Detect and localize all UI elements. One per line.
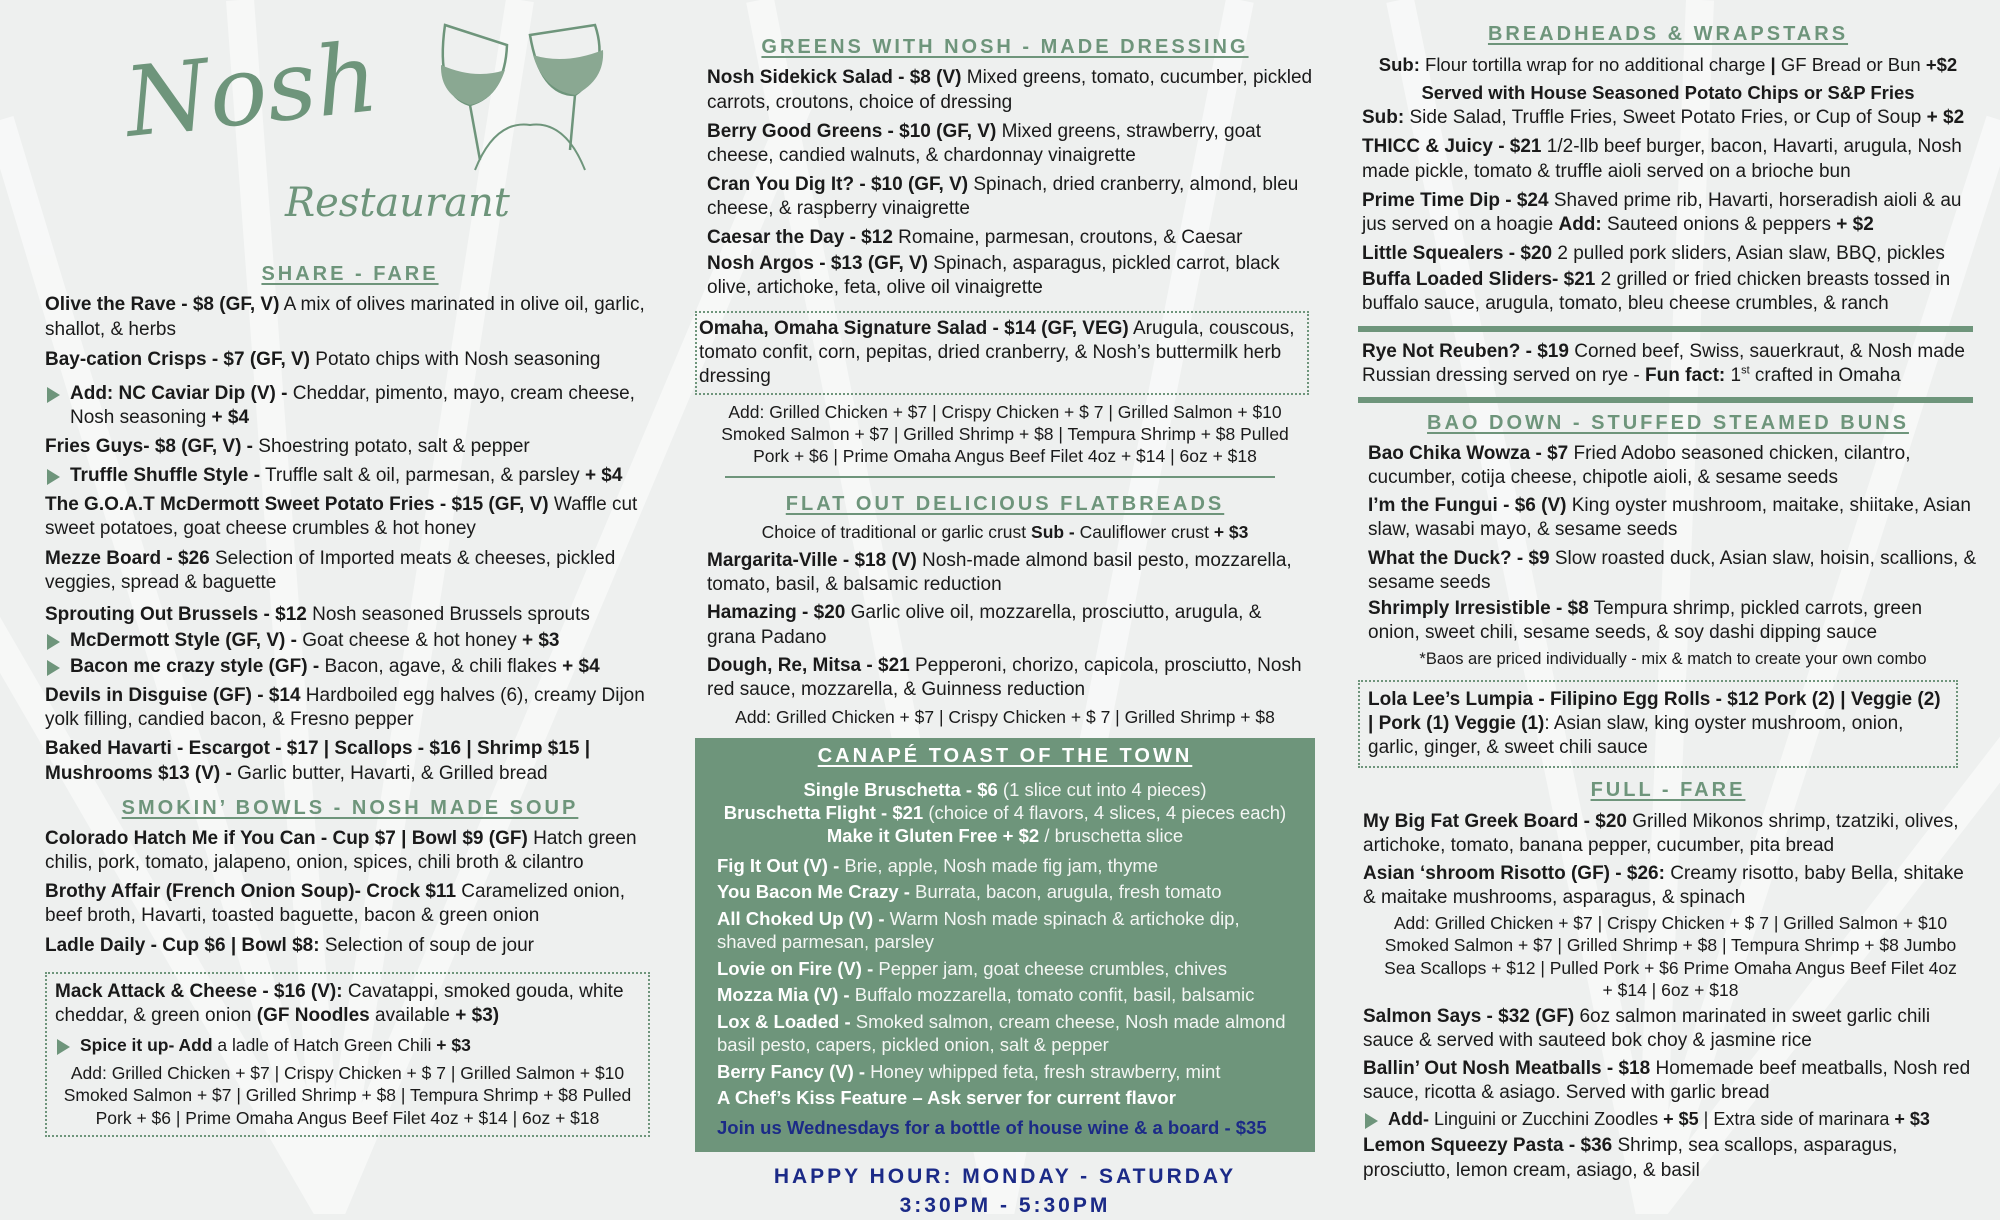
menu-item: My Big Fat Greek Board - $20 Grilled Mikonos shrimp, tzatziki, olives, artichoke, tomato, banana pepper, cucumber, pita bread <box>1363 810 1959 856</box>
menu-item: Hamazing - $20 Garlic olive oil, mozzarella, prosciutto, arugula, & grana Padano <box>707 602 1262 648</box>
menu-item: I’m the Fungui - $6 (V) King oyster mushroom, maitake, shiitake, Asian slaw, wasabi mayo, & sesame seeds <box>1368 495 1971 541</box>
menu-item: Bay-cation Crisps - $7 (GF, V) Potato chips with Nosh seasoning <box>45 348 601 370</box>
menu-item: Asian ‘shroom Risotto (GF) - $26: Creamy risotto, baby Bella, shitake & maitake mushrooms, asparagus, & spinach <box>1363 862 1964 909</box>
logo-name: Nosh <box>119 21 383 159</box>
menu-item: Margarita-Ville - $18 (V) Nosh-made almond basil pesto, mozzarella, tomato, basil, & balsamic reduction <box>707 550 1292 596</box>
addon-item: Spice it up- Add a ladle of Hatch Green Chili + $3 <box>55 1034 640 1056</box>
addon-item: Truffle Shuffle Style - Truffle salt & oil, parmesan, & parsley + $4 <box>45 464 655 488</box>
addon-list: Add: Grilled Chicken + $7 | Crispy Chicken + $ 7 | Grilled Shrimp + $8 <box>735 706 1275 727</box>
menu-item: THICC & Juicy - $21 1/2-llb beef burger, bacon, Havarti, arugula, Nosh made pickle, tomato & truffle aioli served on a brioche bun <box>1362 136 1962 182</box>
soup-title: SMOKIN’ BOWLS - NOSH MADE SOUP <box>121 796 579 819</box>
menu-item: Salmon Says - $32 (GF) 6oz salmon marinated in sweet garlic chili sauce & served with sauteed bok choy & jasmine rice <box>1363 1006 1931 1052</box>
menu-item: Little Squealers - $20 2 pulled pork sliders, Asian slaw, BBQ, pickles <box>1362 242 1945 264</box>
bao-note: *Baos are priced individually - mix & match to create your own combo <box>1419 650 1927 668</box>
wine-glasses-icon <box>425 10 640 185</box>
menu-item: Omaha, Omaha Signature Salad - $14 (GF, VEG) Arugula, couscous, tomato confit, corn, pepitas, dried cranberry, & Nosh’s buttermilk herb dressing <box>699 317 1295 387</box>
canape-line: Single Bruschetta - $6 (1 slice cut into 4 pieces) <box>803 778 1207 800</box>
menu-item: Mozza Mia (V) - Buffalo mozzarella, tomato confit, basil, balsamic <box>717 984 1255 1006</box>
menu-item: Rye Not Reuben? - $19 Corned beef, Swiss, sauerkraut, & Nosh made Russian dressing served on rye - Fun fact: 1st crafted in Omaha <box>1362 341 1965 387</box>
menu-item: Cran You Dig It? - $10 (GF, V) Spinach, dried cranberry, almond, bleu cheese, & raspberry vinaigrette <box>707 173 1299 220</box>
menu-item: Berry Fancy (V) - Honey whipped feta, fresh strawberry, mint <box>717 1060 1221 1082</box>
triangle-bullet-icon <box>57 1039 70 1055</box>
triangle-bullet-icon <box>47 634 60 650</box>
flatbread-intro: Choice of traditional or garlic crust Sub - Cauliflower crust + $3 <box>761 521 1249 542</box>
canape-panel <box>695 738 1315 1152</box>
left-column <box>45 0 655 1137</box>
addon-item: Add- Linguini or Zucchini Zoodles + $5 | Extra side of marinara + $3 <box>1363 1108 1978 1131</box>
full-fare-title: FULL - FARE <box>1590 779 1746 802</box>
triangle-bullet-icon <box>47 469 60 485</box>
menu-item: Olive the Rave - $8 (GF, V) A mix of olives marinated in olive oil, garlic, shallot, & herbs <box>45 294 645 340</box>
chef-feature: A Chef’s Kiss Feature – Ask server for current flavor <box>717 1087 1176 1109</box>
signature-salad-box <box>695 311 1309 395</box>
share-title: SHARE - FARE <box>261 263 439 285</box>
menu-item: Prime Time Dip - $24 Shaved prime rib, Havarti, horseradish aioli & au jus served on a hoagie Add: Sauteed onions & peppers + $2 <box>1362 189 1962 235</box>
menu-item: Ballin’ Out Nosh Meatballs - $18 Homemade beef meatballs, Nosh red sauce, ricotta & asiago. Served with garlic bread <box>1363 1058 1971 1104</box>
bao-title: BAO DOWN - STUFFED STEAMED BUNS <box>1427 411 1909 434</box>
canape-line: Bruschetta Flight - $21 (choice of 4 flavors, 4 slices, 4 pieces each) <box>723 802 1287 823</box>
divider <box>1358 326 1973 332</box>
menu-item: Ladle Daily - Cup $6 | Bowl $8: Selection of soup de jour <box>45 934 534 956</box>
addon-item: McDermott Style (GF, V) - Goat cheese & hot honey + $3 <box>45 629 655 653</box>
menu-item: Fries Guys- $8 (GF, V) - Shoestring potato, salt & pepper <box>45 436 530 458</box>
menu-item: What the Duck? - $9 Slow roasted duck, Asian slaw, hoisin, scallions, & sesame seeds <box>1368 547 1977 593</box>
menu-item: Shrimply Irresistible - $8 Tempura shrimp, pickled carrots, green onion, sweet chili, sesame seeds, & soy dashi dipping sauce <box>1368 597 1923 643</box>
happy-hour-days: HAPPY HOUR: MONDAY - SATURDAY <box>773 1165 1237 1189</box>
canape-title: CANAPÉ TOAST OF THE TOWN <box>817 745 1193 768</box>
menu-item: Fig It Out (V) - Brie, apple, Nosh made fig jam, thyme <box>717 854 1159 876</box>
happy-hour-time: 3:30PM - 5:30PM <box>899 1193 1111 1217</box>
middle-column <box>695 0 1315 1220</box>
logo <box>45 0 655 262</box>
menu-item: Nosh Sidekick Salad - $8 (V) Mixed greens, tomato, cucumber, pickled carrots, croutons, choice of dressing <box>707 67 1313 113</box>
sub-note: Sub: Side Salad, Truffle Fries, Sweet Potato Fries, or Cup of Soup + $2 <box>1362 107 1965 129</box>
triangle-bullet-icon <box>1365 1113 1378 1129</box>
menu-item: Baked Havarti - Escargot - $17 | Scallops - $16 | Shrimp $15 | Mushrooms $13 (V) - Garlic butter, Havarti, & Grilled bread <box>45 738 591 784</box>
lumpia-box <box>1358 680 1958 768</box>
addon-item: Add: NC Caviar Dip (V) - Cheddar, pimento, mayo, cream cheese, Nosh seasoning + $4 <box>45 382 655 430</box>
canape-line: Make it Gluten Free + $2 / bruschetta slice <box>826 825 1184 847</box>
logo-subtitle: Restaurant <box>285 180 510 226</box>
menu-item: Bao Chika Wowza - $7 Fried Adobo seasoned chicken, cilantro, cucumber, cotija cheese, chipotle aioli, & sesame seeds <box>1368 443 1911 489</box>
sub-note: Sub: Flour tortilla wrap for no additional charge | GF Bread or Bun +$2 <box>1378 54 1958 76</box>
menu-item: Berry Good Greens - $10 (GF, V) Mixed greens, strawberry, goat cheese, candied walnuts, & chardonnay vinaigrette <box>707 120 1262 166</box>
triangle-bullet-icon <box>47 660 60 676</box>
addon-list: Add: Grilled Chicken + $7 | Crispy Chicken + $ 7 | Grilled Salmon + $10 Smoked Salmon + $7 | Grilled Shrimp + $8 | Tempura Shrimp + $8 Pulled Pork + $6 | Prime Omaha Angus Beef Filet 4oz + $14 | 6oz + $18 <box>721 401 1289 467</box>
menu-item: Brothy Affair (French Onion Soup)- Crock $11 Caramelized onion, beef broth, Havarti, toasted baguette, bacon & green onion <box>45 881 625 927</box>
breadheads-title: BREADHEADS & WRAPSTARS <box>1487 23 1849 45</box>
addon-list: Add: Grilled Chicken + $7 | Crispy Chicken + $ 7 | Grilled Salmon + $10 Smoked Salmon + $7 | Grilled Shrimp + $8 | Tempura Shrimp + $8 Pulled Pork + $6 | Prime Omaha Angus Beef Filet 4oz + $14 | 6oz + $18 <box>63 1063 632 1128</box>
menu-item: Nosh Argos - $13 (GF, V) Spinach, asparagus, pickled carrot, black olive, artichoke, feta, olive oil vinaigrette <box>707 253 1280 299</box>
flatbreads-title: FLAT OUT DELICIOUS FLATBREADS <box>785 492 1225 515</box>
menu-item: The G.O.A.T McDermott Sweet Potato Fries - $15 (GF, V) Waffle cut sweet potatoes, goat cheese crumbles & hot honey <box>45 494 638 540</box>
menu-item: Devils in Disguise (GF) - $14 Hardboiled egg halves (6), creamy Dijon yolk filling, candied bacon, & Fresno pepper <box>45 685 645 731</box>
right-column <box>1358 0 1978 1183</box>
triangle-bullet-icon <box>47 387 60 403</box>
menu-item: Sprouting Out Brussels - $12 Nosh seasoned Brussels sprouts <box>45 603 590 625</box>
addon-item: Bacon me crazy style (GF) - Bacon, agave, & chili flakes + $4 <box>45 655 655 679</box>
menu-item: Lola Lee’s Lumpia - Filipino Egg Rolls - $12 Pork (2) | Veggie (2) | Pork (1) Veggie (1): Asian slaw, king oyster mushroom, onion, garlic, ginger, & sweet chili sauce <box>1368 688 1941 759</box>
menu-item: Buffa Loaded Sliders- $21 2 grilled or fried chicken breasts tossed in buffalo sauce, arugula, tomato, bleu cheese crumbles, & ranch <box>1362 269 1951 315</box>
greens-title: GREENS WITH NOSH - MADE DRESSING <box>761 36 1249 58</box>
menu-item: Dough, Re, Mitsa - $21 Pepperoni, chorizo, capicola, prosciutto, Nosh red sauce, mozzarella, & Guinness reduction <box>707 654 1302 700</box>
menu-item: All Choked Up (V) - Warm Nosh made spinach & artichoke dip, shaved parmesan, parsley <box>717 907 1240 953</box>
menu-item: Colorado Hatch Me if You Can - Cup $7 | Bowl $9 (GF) Hatch green chilis, pork, tomato, jalapeno, onion, spices, chili broth & cilantro <box>45 828 637 874</box>
menu-item: Mezze Board - $26 Selection of Imported meats & cheeses, pickled veggies, spread & baguette <box>45 547 616 593</box>
menu-item: Lovie on Fire (V) - Pepper jam, goat cheese crumbles, chives <box>717 957 1227 979</box>
addon-list: Add: Grilled Chicken + $7 | Crispy Chicken + $ 7 | Grilled Salmon + $10 Smoked Salmon + $7 | Grilled Shrimp + $8 | Tempura Shrimp + $8 Jumbo Sea Scallops + $12 | Pulled Pork + $6 Prime Omaha Angus Beef Filet 4oz + $14 | 6oz + $18 <box>1384 913 1957 1000</box>
menu-item: You Bacon Me Crazy - Burrata, bacon, arugula, fresh tomato <box>717 881 1222 903</box>
divider <box>725 476 1275 478</box>
divider <box>1358 397 1973 403</box>
mack-cheese-box <box>45 972 650 1137</box>
served-with: Served with House Seasoned Potato Chips or S&P Fries <box>1421 81 1915 103</box>
menu-item: Lemon Squeezy Pasta - $36 Shrimp, sea scallops, asparagus, prosciutto, lemon cream, asiago, & basil <box>1363 1135 1898 1181</box>
menu-item: Lox & Loaded - Smoked salmon, cream cheese, Nosh made almond basil pesto, capers, pickled onion, salt & pepper <box>717 1010 1286 1056</box>
menu-item: Mack Attack & Cheese - $16 (V): Cavatappi, smoked gouda, white cheddar, & green onion (GF Noodles available + $3) <box>55 980 624 1026</box>
menu-item: Caesar the Day - $12 Romaine, parmesan, croutons, & Caesar <box>707 227 1243 249</box>
wednesday-promo: Join us Wednesdays for a bottle of house wine & a board - $35 <box>717 1116 1267 1138</box>
